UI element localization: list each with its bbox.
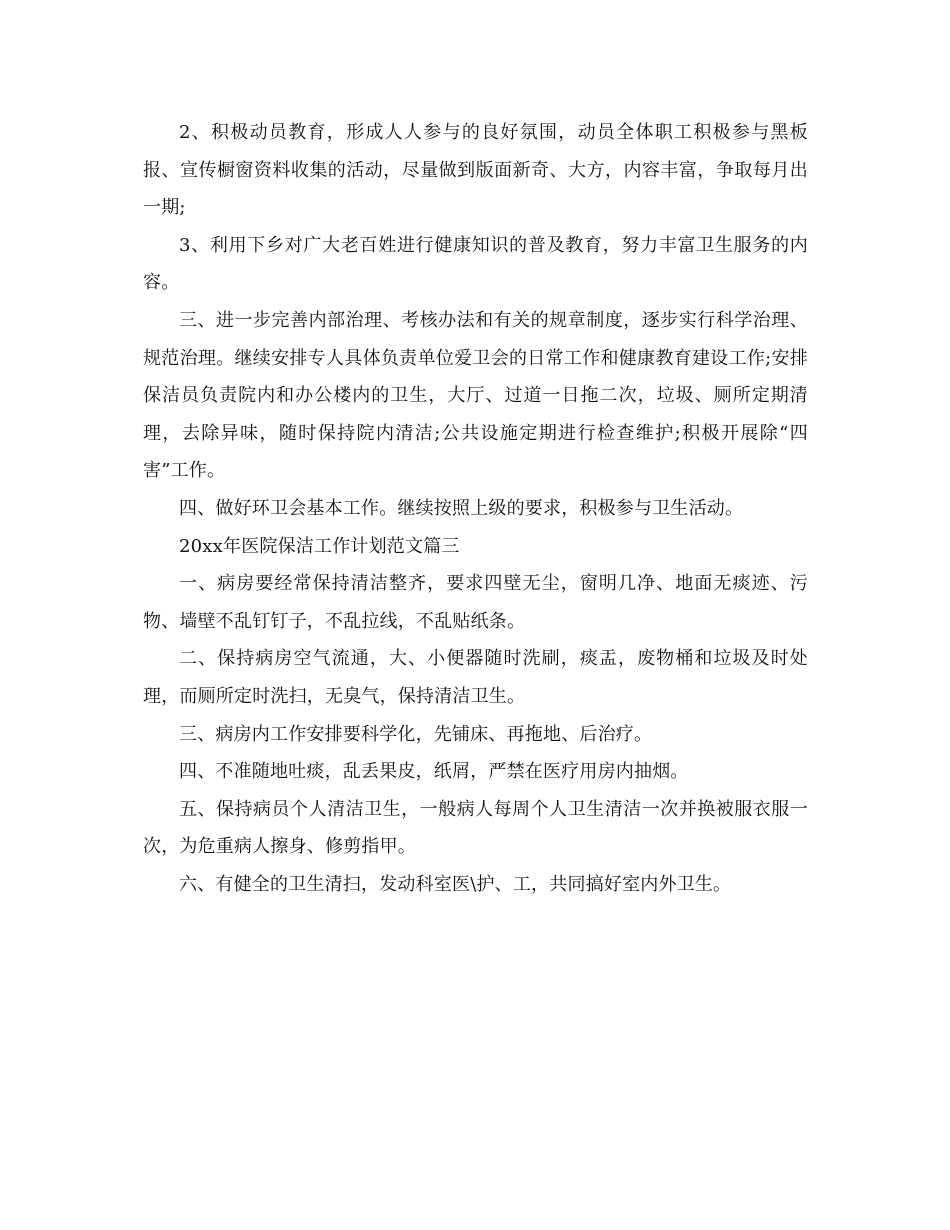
section-heading: 20xx年医院保洁工作计划范文篇三 (179, 535, 460, 557)
paragraph-9: 五、保持病员个人清洁卫生，一般病人每周个人卫生清洁一次并换被服衣服一次，为危重病人擦身、修剪指甲。 (143, 798, 808, 858)
paragraph-2: 3、利用下乡对广大老百姓进行健康知识的普及教育，努力丰富卫生服务的内容。 (143, 234, 808, 294)
paragraph-4: 四、做好环卫会基本工作。继续按照上级的要求，积极参与卫生活动。 (179, 497, 744, 519)
paragraph-7: 三、病房内工作安排要科学化，先铺床、再拖地、后治疗。 (179, 723, 653, 745)
document-body (143, 114, 808, 903)
paragraph-1: 2、积极动员教育，形成人人参与的良好氛围，动员全体职工积极参与黑板报、宣传橱窗资料收集的活动，尽量做到版面新奇、大方，内容丰富，争取每月出一期; (143, 122, 808, 219)
paragraph-6: 二、保持病房空气流通，大、小便器随时洗刷，痰盂，废物桶和垃圾及时处理，而厕所定时洗扫，无臭气，保持清洁卫生。 (143, 648, 808, 707)
paragraph-10: 六、有健全的卫生清扫，发动科室医\护、工，共同搞好室内外卫生。 (179, 873, 732, 895)
paragraph-3: 三、进一步完善内部治理、考核办法和有关的规章制度，逐步实行科学治理、规范治理。继续安排专人具体负责单位爱卫会的日常工作和健康教育建设工作;安排保洁员负责院内和办公楼内的卫生，大厅、过道一日拖二次，垃圾、厕所定期清理，去除异味，随时保持院内清洁;公共设施定期进行检查维护;积极开展除“四害”工作。 (143, 309, 808, 482)
paragraph-8: 四、不准随地吐痰，乱丢果皮，纸屑，严禁在医疗用房内抽烟。 (179, 761, 689, 783)
paragraph-5: 一、病房要经常保持清洁整齐，要求四壁无尘，窗明几净、地面无痰迹、污物、墙壁不乱钉钉子，不乱拉线，不乱贴纸条。 (143, 573, 808, 632)
